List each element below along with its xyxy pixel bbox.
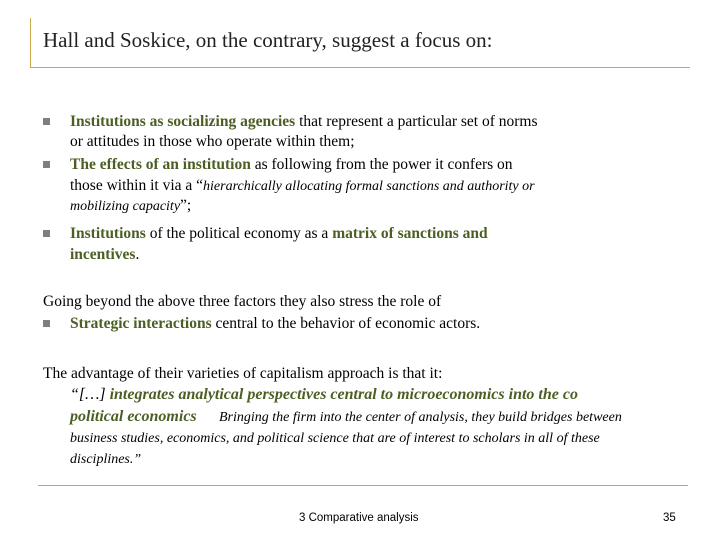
bullet-2-text-3: ”;: [180, 197, 192, 214]
bullet-4-highlight: Strategic interactions: [70, 315, 212, 332]
bullet-2-italic-2: mobilizing capacity: [70, 199, 181, 214]
bullet-4-text: central to the behavior of economic actors.: [211, 315, 481, 332]
title-accent-vertical: [30, 18, 31, 68]
quote-overlap-line: Bringing the firm into the center of analysis, they build bridges between: [219, 410, 622, 425]
bullet-3-highlight-2: matrix of sanctions and: [332, 225, 488, 242]
bullet-1-line-2: or attitudes in those who operate within them;: [70, 133, 355, 150]
bullet-3-line-2: [70, 245, 139, 264]
bullet-3-line-1: [70, 224, 488, 243]
bullet-1-text: that represent a particular set of norms: [295, 113, 538, 130]
bullet-2-line-3: [70, 196, 191, 216]
bullet-4-line: [70, 314, 480, 333]
page-number: 35: [663, 512, 676, 524]
bullet-2-line-1: [70, 155, 513, 174]
quote-open: “[…]: [70, 386, 110, 403]
bullet-3-highlight-3: incentives: [70, 246, 136, 263]
quote-line-3: business studies, economics, and political science that are of interest to scholars in all of these: [70, 431, 600, 446]
bullet-3-text: of the political economy as a: [145, 225, 333, 242]
footer-section-label: 3 Comparative analysis: [299, 512, 419, 524]
quote-line-1: [70, 386, 578, 404]
bullet-marker: [43, 320, 50, 327]
bullet-2-italic: hierarchically allocating formal sanctions and authority or: [203, 179, 535, 194]
bullet-marker: [43, 230, 50, 237]
slide-title: Hall and Soskice, on the contrary, suggest a focus on:: [43, 28, 493, 52]
bullet-3-text-2: .: [135, 246, 140, 263]
bullet-1-highlight: Institutions as socializing agencies: [70, 113, 296, 130]
bullet-3-highlight: Institutions: [70, 225, 146, 242]
bullet-2-line-2: [70, 176, 535, 196]
footer-divider: [38, 485, 688, 486]
bullet-2-text: as following from the power it confers on: [250, 156, 513, 173]
bullet-marker: [43, 161, 50, 168]
quote-bold-2: political economics: [70, 408, 197, 425]
quote-line-4: disciplines.”: [70, 452, 142, 467]
bullet-2-text-2: those within it via a “: [70, 177, 204, 194]
bullet-1-line-1: [70, 112, 538, 131]
title-accent-horizontal: [30, 67, 690, 68]
paragraph-strategic: Going beyond the above three factors they also stress the role of: [43, 293, 442, 310]
quote-bold-1: integrates analytical perspectives central to microeconomics into the co: [109, 386, 578, 403]
paragraph-advantage: The advantage of their varieties of capitalism approach is that it:: [43, 365, 443, 382]
bullet-marker: [43, 118, 50, 125]
bullet-2-highlight: The effects of an institution: [70, 156, 251, 173]
